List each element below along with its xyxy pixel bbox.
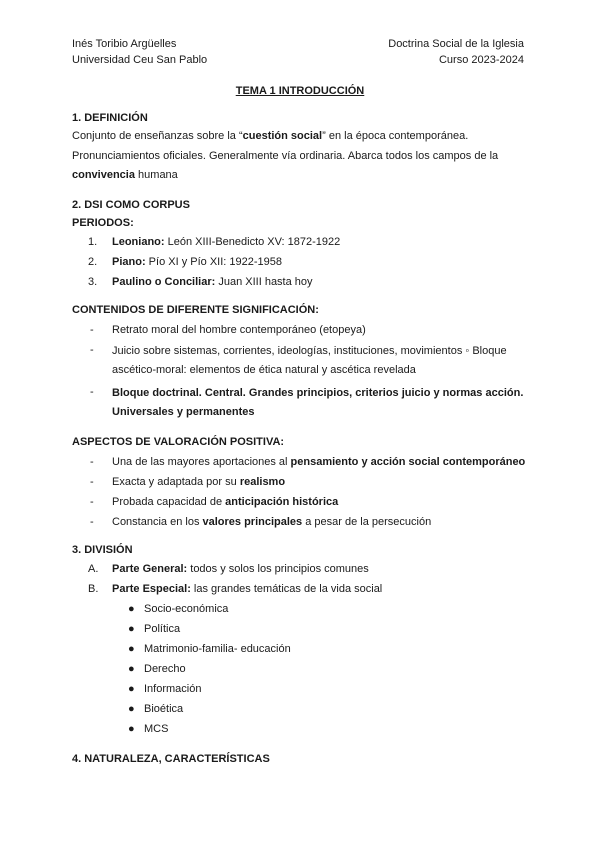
section-3-heading: 3. DIVISIÓN	[72, 543, 133, 556]
periodo-name: Piano:	[112, 255, 146, 268]
list-number: 1.	[88, 235, 98, 248]
contenidos-heading: CONTENIDOS DE DIFERENTE SIGNIFICACIÓN:	[72, 303, 319, 316]
tema-text: Bioética	[144, 702, 184, 715]
definition-bold-cuestion-social: cuestión social	[242, 130, 323, 142]
aspecto-text: Probada capacidad de	[112, 495, 226, 508]
aspecto-text: Exacta y adaptada por su	[112, 475, 240, 488]
periodo-detail: Pío XI y Pío XII: 1922-1958	[145, 255, 282, 268]
aspectos-heading: ASPECTOS DE VALORACIÓN POSITIVA:	[72, 435, 285, 448]
bullet-icon: ●	[128, 642, 135, 655]
tema-text: Derecho	[144, 662, 186, 675]
definition-bold-convivencia: convivencia	[72, 169, 135, 181]
list-number: 3.	[88, 275, 98, 288]
definition-text-a: Conjunto de enseñanzas sobre la “	[72, 130, 243, 142]
tema-item	[72, 601, 532, 617]
aspecto-item	[72, 494, 532, 510]
bullet-icon: ●	[128, 602, 135, 615]
tema-text: Política	[144, 622, 181, 635]
subject-name: Doctrina Social de la Iglesia	[388, 38, 524, 50]
tema-item	[72, 721, 532, 737]
tema-text: Información	[144, 682, 202, 695]
periodo-detail: Juan XIII hasta hoy	[215, 275, 313, 288]
aspecto-text: Una de las mayores aportaciones al	[112, 455, 291, 468]
document-body	[72, 110, 532, 767]
aspecto-bold: pensamiento y acción social contemporáneo	[290, 455, 526, 468]
bullet-icon: ●	[128, 682, 135, 695]
list-letter: A.	[88, 562, 99, 575]
aspecto-after: a pesar de la persecución	[302, 515, 432, 528]
periodo-item	[72, 274, 532, 290]
definition-text-e: humana	[134, 169, 178, 181]
aspecto-text: Constancia en los	[112, 515, 203, 528]
periodo-item	[72, 234, 532, 250]
dash-bullet: -	[90, 495, 94, 508]
periodo-name: Leoniano:	[112, 235, 165, 248]
bullet-icon: ●	[128, 702, 135, 715]
aspecto-item	[72, 514, 532, 530]
dash-bullet: -	[90, 343, 94, 356]
part-a-detail: todos y solos los principios comunes	[187, 562, 369, 575]
part-b-detail: las grandes temáticas de la vida social	[190, 582, 383, 595]
header-right	[388, 36, 524, 68]
course-year: Curso 2023-2024	[438, 54, 524, 66]
tema-item	[72, 681, 532, 697]
aspecto-bold: valores principales	[202, 515, 303, 528]
periodo-detail: León XIII-Benedicto XV: 1872-1922	[164, 235, 341, 248]
tema-item	[72, 621, 532, 637]
tema-text: MCS	[144, 722, 169, 735]
periodo-name: Paulino o Conciliar:	[112, 275, 216, 288]
university-name: Universidad Ceu San Pablo	[72, 54, 208, 66]
bullet-icon: ●	[128, 622, 135, 635]
dash-bullet: -	[90, 475, 94, 488]
section-1-heading: 1. DEFINICIÓN	[72, 112, 148, 124]
tema-text: Matrimonio-familia- educación	[144, 642, 291, 655]
division-part-b	[72, 581, 532, 597]
dash-bullet: -	[90, 455, 94, 468]
periodos-heading: PERIODOS:	[72, 216, 134, 229]
list-number: 2.	[88, 255, 98, 268]
contenido-text: Retrato moral del hombre contemporáneo (etopeya)	[112, 323, 366, 336]
aspecto-bold: realismo	[239, 475, 286, 488]
aspecto-item	[72, 474, 532, 490]
definition-text-c: ” en la época contemporánea. Pronunciamientos oficiales. Generalmente vía ordinaria. Abarca todos los campos de la	[72, 130, 499, 162]
author-name: Inés Toribio Argüelles	[72, 38, 177, 50]
division-part-a	[72, 561, 532, 577]
aspecto-item	[72, 454, 532, 470]
bullet-icon: ●	[128, 722, 135, 735]
section-2-heading: 2. DSI COMO CORPUS	[72, 198, 190, 211]
bullet-icon: ●	[128, 662, 135, 675]
tema-item	[72, 641, 532, 657]
tema-item	[72, 661, 532, 677]
list-letter: B.	[88, 582, 99, 595]
page-title: TEMA 1 INTRODUCCIÓN	[235, 85, 365, 97]
section-4-heading: 4. NATURALEZA, CARACTERÍSTICAS	[72, 752, 270, 765]
contenido-text: Juicio sobre sistemas, corrientes, ideologías, instituciones, movimientos ◦ Bloque ascético-moral: elementos de ética natural y ascética revelada	[112, 344, 507, 376]
contenido-item	[72, 384, 532, 422]
part-a-title: Parte General:	[112, 562, 188, 575]
header-left	[72, 36, 207, 68]
tema-item	[72, 701, 532, 717]
dash-bullet: -	[90, 385, 94, 398]
periodo-item	[72, 254, 532, 270]
definition-paragraph	[72, 127, 532, 186]
part-b-title: Parte Especial:	[112, 582, 191, 595]
tema-text: Socio-económica	[144, 602, 229, 615]
contenido-item	[72, 342, 532, 380]
contenido-text-bold: Bloque doctrinal. Central. Grandes principios, criterios juicio y normas acción. Universales y permanentes	[112, 386, 524, 418]
aspecto-bold: anticipación histórica	[225, 495, 339, 508]
dash-bullet: -	[90, 323, 94, 336]
contenido-item	[72, 322, 532, 338]
dash-bullet: -	[90, 515, 94, 528]
